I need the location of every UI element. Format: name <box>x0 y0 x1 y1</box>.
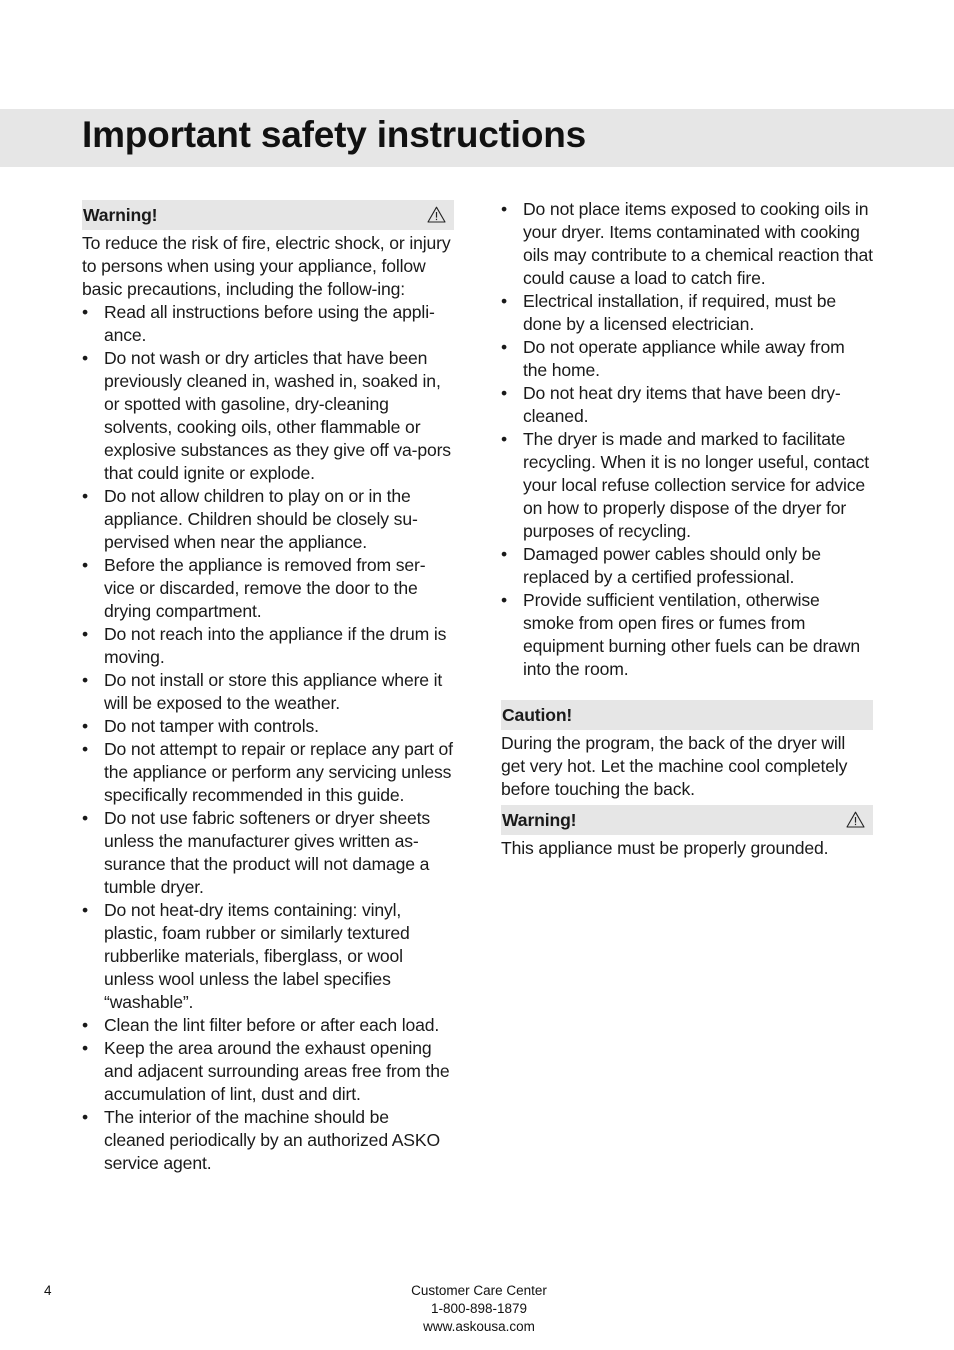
list-item-text: Do not allow children to play on or in the appliance. Children should be closely su-pervised when near the appliance. <box>104 486 418 552</box>
grounding-warning-text: This appliance must be properly grounded. <box>501 838 829 858</box>
list-item-text: Do not operate appliance while away from the home. <box>523 337 845 380</box>
bullet: • <box>82 1107 89 1127</box>
list-item <box>501 589 873 681</box>
list-item-text: Read all instructions before using the appli-ance. <box>104 302 435 345</box>
bullet: • <box>82 739 89 759</box>
bullet: • <box>82 1038 89 1058</box>
list-item <box>501 382 873 428</box>
right-column <box>501 198 873 860</box>
page-number: 4 <box>44 1283 52 1298</box>
warning-triangle-icon <box>846 811 865 828</box>
bullet: • <box>501 199 508 219</box>
list-item-text: Do not tamper with controls. <box>104 716 319 736</box>
bullet: • <box>82 716 89 736</box>
right-bullet-list <box>501 198 873 681</box>
caution-header <box>501 700 873 730</box>
list-item <box>82 301 454 347</box>
list-item <box>82 623 454 669</box>
list-item <box>82 347 454 485</box>
bullet: • <box>82 1015 89 1035</box>
list-item <box>82 807 454 899</box>
list-item <box>82 554 454 623</box>
list-item <box>501 290 873 336</box>
list-item <box>82 485 454 554</box>
list-item <box>82 899 454 1014</box>
section-spacer <box>501 681 873 700</box>
bullet: • <box>501 383 508 403</box>
list-item-text: Do not attempt to repair or replace any part of the appliance or perform any servicing unless specifically recommended in this guide. <box>104 739 453 805</box>
bullet: • <box>82 348 89 368</box>
list-item <box>501 198 873 290</box>
list-item-text: Keep the area around the exhaust opening and adjacent surrounding areas free from the accumulation of lint, dust and dirt. <box>104 1038 450 1104</box>
list-item-text: Electrical installation, if required, must be done by a licensed electrician. <box>523 291 837 334</box>
customer-care-phone: 1-800-898-1879 <box>430 1301 528 1316</box>
bullet: • <box>501 590 508 610</box>
bullet: • <box>501 337 508 357</box>
warning-triangle-icon <box>427 206 446 223</box>
list-item-text: Do not reach into the appliance if the drum is moving. <box>104 624 447 667</box>
warning-intro: To reduce the risk of fire, electric shock, or injury to persons when using your appliance, follow basic precautions, including the follow-ing: <box>82 233 451 299</box>
customer-care-label: Customer Care Center <box>411 1283 547 1298</box>
list-item-text: Do not wash or dry articles that have been previously cleaned in, washed in, soaked in, or spotted with gasoline, dry-cleaning solvents, cooking oils, other flammable or explosive substances as they give off va-pors that could ignite or explode. <box>104 348 451 483</box>
list-item-text: Damaged power cables should only be replaced by a certified professional. <box>523 544 821 587</box>
bullet: • <box>501 429 508 449</box>
bullet: • <box>82 486 89 506</box>
list-item-text: Clean the lint filter before or after each load. <box>104 1015 440 1035</box>
bullet: • <box>82 900 89 920</box>
bullet: • <box>82 808 89 828</box>
list-item-text: Provide sufficient ventilation, otherwise smoke from open fires or fumes from equipment burning other fuels can be drawn into the room. <box>523 590 861 679</box>
grounding-warning-header <box>501 805 873 835</box>
list-item <box>82 1014 454 1037</box>
list-item <box>82 715 454 738</box>
list-item-text: Do not use fabric softeners or dryer sheets unless the manufacturer gives written as-surance that the product will not damage a tumble dryer. <box>104 808 431 897</box>
bullet: • <box>82 624 89 644</box>
bullet: • <box>82 555 89 575</box>
caution-heading: Caution! <box>502 705 573 725</box>
list-item <box>501 543 873 589</box>
page-title: Important safety instructions <box>82 114 587 155</box>
bullet: • <box>82 670 89 690</box>
list-item <box>501 428 873 543</box>
list-item-text: Do not install or store this appliance where it will be exposed to the weather. <box>104 670 443 713</box>
customer-care-contact <box>379 1282 579 1336</box>
left-column <box>82 200 454 1175</box>
list-item <box>82 1037 454 1106</box>
warning-header <box>82 200 454 230</box>
list-item-text: The dryer is made and marked to facilitate recycling. When it is no longer useful, contact your local refuse collection service for advice on how to properly dispose of the dryer for purposes of recycling. <box>523 429 869 541</box>
list-item-text: Do not place items exposed to cooking oils in your dryer. Items contaminated with cooking oils may contribute to a chemical reaction that could cause a load to catch fire. <box>523 199 873 288</box>
list-item <box>82 1106 454 1175</box>
caution-text: During the program, the back of the dryer will get very hot. Let the machine cool completely before touching the back. <box>501 733 848 799</box>
list-item-text: Do not heat-dry items containing: vinyl, plastic, foam rubber or similarly textured rubberlike materials, fiberglass, or wool unless wool unless the label specifies “washable”. <box>104 900 410 1012</box>
bullet: • <box>501 291 508 311</box>
customer-care-website: www.askousa.com <box>423 1319 535 1334</box>
list-item <box>82 669 454 715</box>
bullet: • <box>82 302 89 322</box>
list-item <box>82 738 454 807</box>
list-item-text: Do not heat dry items that have been dry-cleaned. <box>523 383 841 426</box>
left-bullet-list <box>82 301 454 1175</box>
bullet: • <box>501 544 508 564</box>
list-item <box>501 336 873 382</box>
list-item-text: The interior of the machine should be cleaned periodically by an authorized ASKO service agent. <box>104 1107 441 1173</box>
list-item-text: Before the appliance is removed from ser-vice or discarded, remove the door to the drying compartment. <box>104 555 426 621</box>
warning-heading: Warning! <box>83 205 158 225</box>
grounding-warning-heading: Warning! <box>502 810 577 830</box>
